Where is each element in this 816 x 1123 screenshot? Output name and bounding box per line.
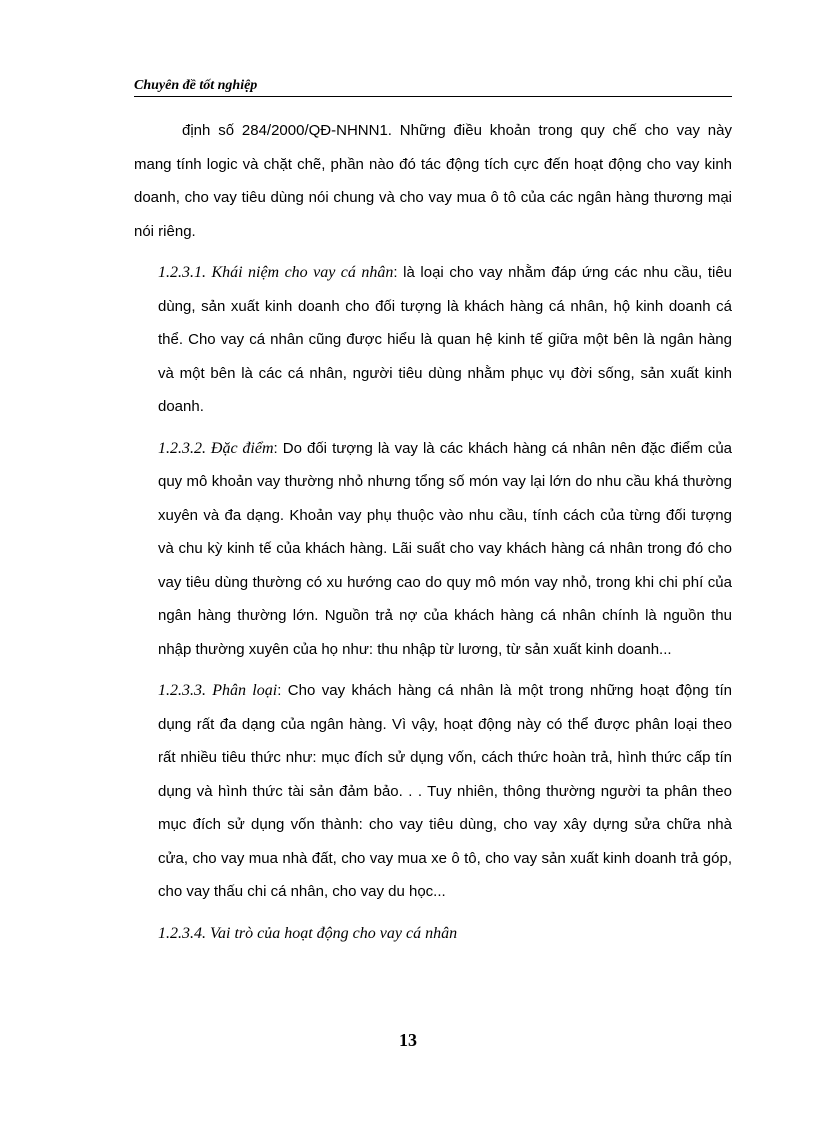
page-number: 13 xyxy=(399,1030,417,1050)
section-1-2-3-3 xyxy=(158,674,732,909)
document-body xyxy=(134,114,732,950)
page-header xyxy=(134,76,732,97)
section-heading: 1.2.3.4. Vai trò của hoạt động cho vay cá nhân xyxy=(158,924,458,942)
section-text: : Cho vay khách hàng cá nhân là một trong những hoạt động tín dụng rất đa dạng của ngân hàng. Vì vậy, hoạt động này có thể được phân loại theo rất nhiều tiêu thức như: mục đích sử dụng vốn, cách thức hoàn trả, hình thức cấp tín dụng và hình thức tài sản đảm bảo. . . Tuy nhiên, thông thường người ta phân theo mục đích sử dụng vốn thành: cho vay tiêu dùng, cho vay xây dựng sửa chữa nhà cửa, cho vay mua nhà đất, cho vay mua xe ô tô, cho vay sản xuất kinh doanh trả góp, cho vay thấu chi cá nhân, cho vay du học... xyxy=(158,682,732,900)
section-text: : Do đối tượng là vay là các khách hàng cá nhân nên đặc điểm của quy mô khoản vay thường nhỏ nhưng tổng số món vay lại lớn do nhu cầu khá thường xuyên và đa dạng. Khoản vay phụ thuộc vào nhu cầu, tính cách của từng đối tượng và chu kỳ kinh tế của khách hàng. Lãi suất cho vay khách hàng cá nhân trong đó cho vay tiêu dùng thường có xu hướng cao do quy mô món vay nhỏ, trong khi chi phí của ngân hàng thường lớn. Nguồn trả nợ của khách hàng cá nhân chính là nguồn thu nhập thường xuyên của họ như: thu nhập từ lương, từ sản xuất kinh doanh... xyxy=(158,439,733,658)
section-1-2-3-2 xyxy=(158,432,732,667)
intro-paragraph: định số 284/2000/QĐ-NHNN1. Những điều khoản trong quy chế cho vay này mang tính logic và chặt chẽ, phần nào đó tác động tích cực đến hoạt động cho vay kinh doanh, cho vay tiêu dùng nói chung và cho vay mua ô tô của các ngân hàng thương mại nói riêng. xyxy=(134,122,732,240)
section-heading: 1.2.3.1. Khái niệm cho vay cá nhân xyxy=(158,264,394,281)
section-heading: 1.2.3.2. Đặc điểm xyxy=(158,439,274,457)
section-1-2-3-1 xyxy=(158,256,732,424)
section-heading: 1.2.3.3. Phân loại xyxy=(158,682,278,699)
header-title: Chuyên đề tốt nghiệp xyxy=(134,78,258,93)
section-text: : là loại cho vay nhằm đáp ứng các nhu cầu, tiêu dùng, sản xuất kinh doanh cho đối tượng là khách hàng cá nhân, hộ kinh doanh cá thể. Cho vay cá nhân cũng được hiểu là quan hệ kinh tế giữa một bên là ngân hàng và một bên là các cá nhân, người tiêu dùng nhằm phục vụ đời sống, sản xuất kinh doanh. xyxy=(158,264,733,415)
section-1-2-3-4 xyxy=(158,917,732,951)
